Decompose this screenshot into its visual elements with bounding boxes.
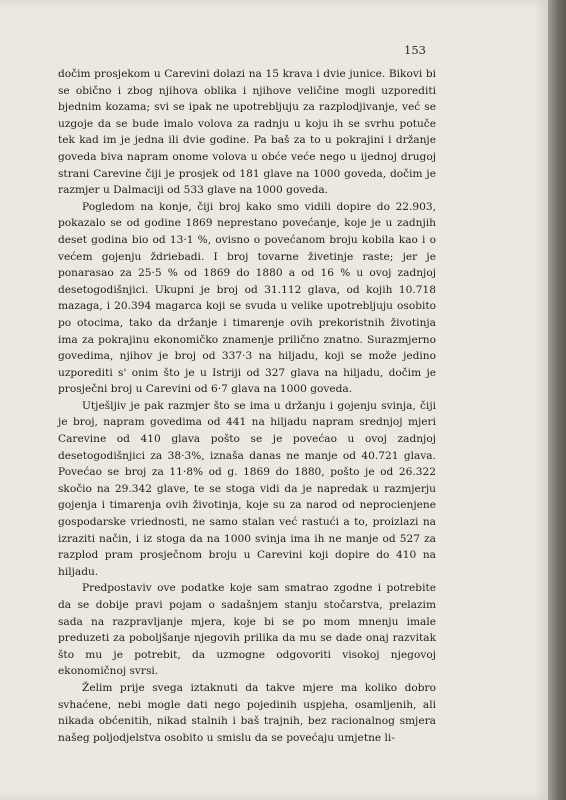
paragraph-1: dočim prosjekom u Carevini dolazi na 15 krava i dvie junice. Bikovi bi se obično i zbog njihova oblika i njihove veličine mogli uzporediti bjednim kozama; svi se ipak ne upotrebljuju za razplodjivanje, već se uzgoje da se bude imalo volova za radnju u koju ih se svrhu potuče tek kad im je jedna ili dvie godine. Pa baš za to u pokrajini i držanje goveda biva napram onome volova u obće veće nego u ijednoj drugoj strani Carevine čiji je prosjek od 181 glave na 1000 goveda, dočim je razmjer u Dalmaciji od 533 glave na 1000 goveda. — [58, 68, 436, 197]
paragraph-5: Želim prije svega iztaknuti da takve mjere ma koliko dobro svhaćene, nebi mogle dati nego pojedinih uspjeha, osamljenih, ali nikada obćenitih, nikad stalnih i baš trajnih, bez racionalnog smjera našeg poljodjelstva osobito u smislu da se povećaju umjetne li- — [58, 681, 436, 744]
body-text — [58, 66, 436, 746]
scan-page-edge — [548, 0, 566, 800]
paragraph-3: Utješljiv je pak razmjer što se ima u držanju i gojenju svinja, čiji je broj, napram govedima od 441 na hiljadu napram srednjoj mjeri Carevine od 410 glava pošto se je povećao u ovoj zadnjoj desetogodišnjici za 38·3%, iznaša danas ne manje od 40.721 glava. Povećao se broj za 11·8% od g. 1869 do 1880, pošto je od 26.322 skočio na 29.342 glave, te se stoga vidi da je napredak u razmjerju gojenja i timarenja ovih životinja, koje su za narod od neprocienjene gospodarske vriednosti, ne samo stalan već rastući a to, proizlazi na izraziti način, i iz stoga da na 1000 svinja ima ih ne manje od 527 za razplod pram prosječnom broju u Carevini koji dopire do 410 na hiljadu. — [58, 399, 436, 578]
page-number: 153 — [404, 43, 426, 57]
paragraph-4: Predpostaviv ove podatke koje sam smatrao zgodne i potrebite da se dobije pravi pojam o sadašnjem stanju stočarstva, prelazim sada na razpravljanje mjera, koje bi se po mom mnenju imale preduzeti za poboljšanje njegovih prilika da mu se dade onaj razvitak što mu je potrebit, da uzmogne odgovoriti visokoj njegovoj ekonomičnoj svrsi. — [58, 582, 436, 678]
paragraph-2: Pogledom na konje, čiji broj kako smo vidili dopire do 22.903, pokazalo se od godine 1869 neprestano povećanje, koje je u zadnjih deset godina bio od 13·1 %, ovisno o povećanom broju kobila kao i o većem gojenju ždriebadi. I broj tovarne živetinje raste; jer je ponarasao za 25·5 % od 1869 do 1880 a od 16 % u ovoj zadnjoj desetogodišnjici. Ukupni je broj od 31.112 glava, od kojih 10.718 mazaga, i 20.394 magarca koji se svuda u velike upotrebljuju osobito po otocima, tako da držanje i timarenje ovih prekoristnih životinja ima za pokrajinu ekonomičko znamenje prilično znatno. Surazmjerno govedima, njihov je broj od 337·3 na hiljadu, koji se može jedino uzporediti s' onim što je u Istriji od 327 glava na hiljadu, dočim je prosječni broj u Carevini od 6·7 glava na 1000 goveda. — [58, 200, 436, 396]
